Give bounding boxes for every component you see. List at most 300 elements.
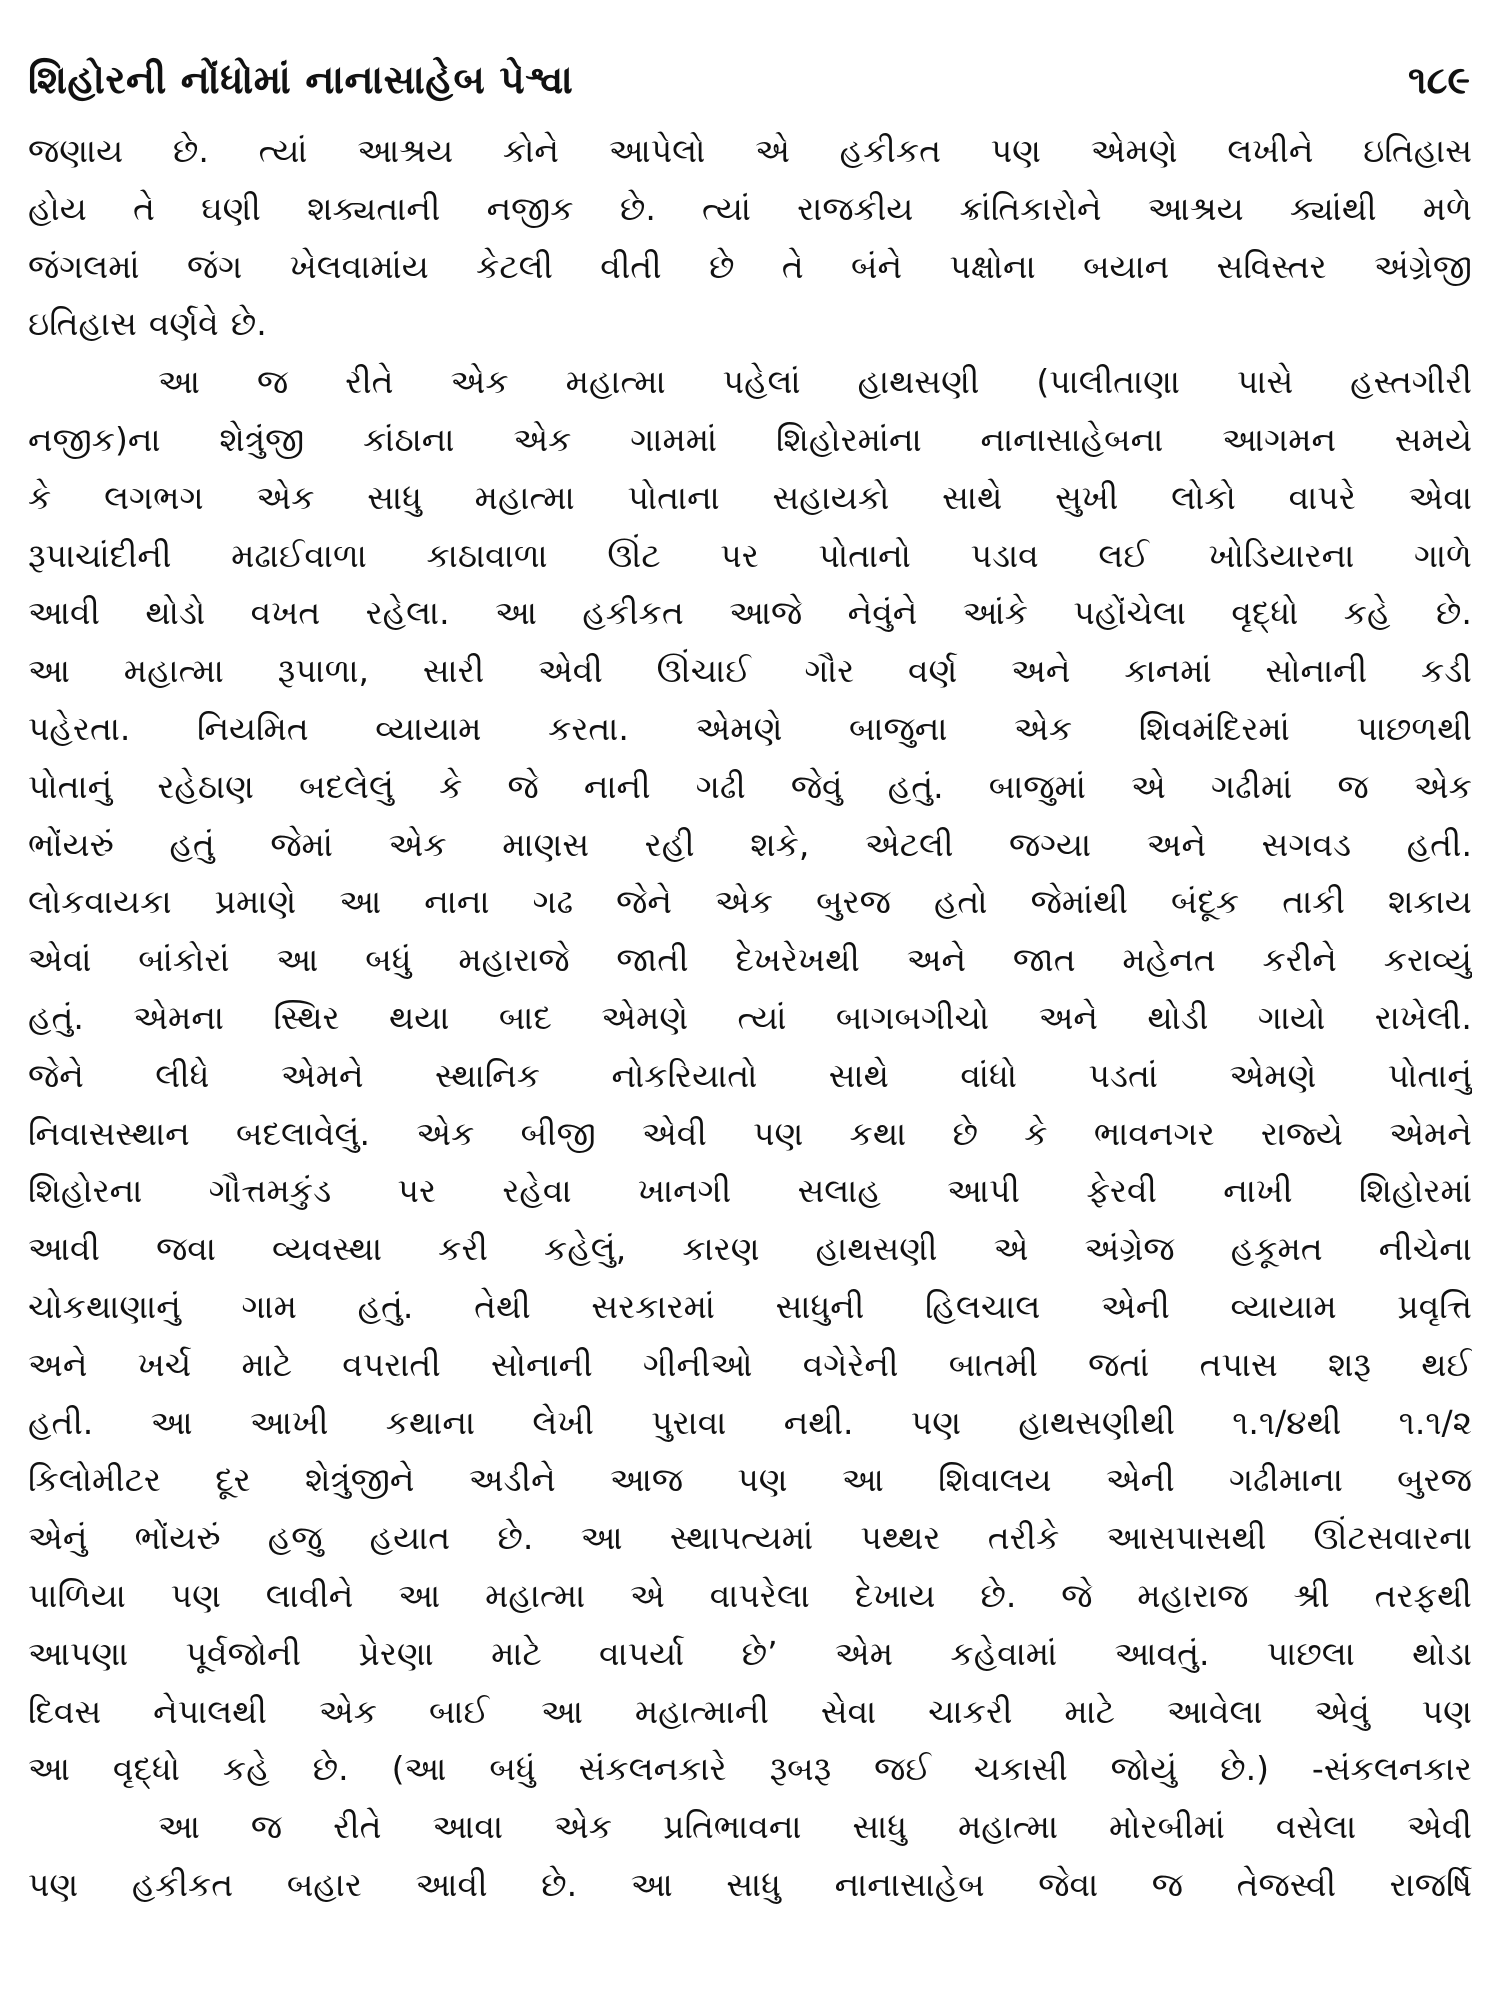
word: શિવાલય (938, 1460, 1052, 1500)
word: અને (1038, 997, 1098, 1037)
word: બાંકોરાં (138, 940, 230, 980)
word: શિહોરમાં (1358, 1171, 1472, 1211)
word: ઊંટ (607, 535, 661, 575)
word: નિવાસસ્થાન (28, 1113, 190, 1153)
word: જેને (28, 1055, 84, 1095)
text-line (28, 295, 1472, 353)
word: લોકવાયકા (28, 882, 172, 922)
word: હકીકત (582, 593, 684, 633)
word: આવી (28, 1229, 100, 1269)
word: આવી (415, 1864, 488, 1904)
word: ઊંટસવારના (1313, 1518, 1472, 1558)
word: નથી. (783, 1402, 854, 1442)
word: માટે (241, 1344, 293, 1384)
word: નાનાસાહેબ (834, 1864, 985, 1904)
word: જેમાંથી (1030, 882, 1128, 922)
text-line (28, 1394, 1472, 1452)
word: એમને (280, 1055, 364, 1095)
word: તપાસ (1199, 1344, 1278, 1384)
word: જ (1337, 766, 1369, 806)
word: પ્રતિભાવના (663, 1807, 802, 1847)
word: કોને (502, 131, 559, 170)
word: પણ (28, 1864, 79, 1904)
word: દેખાય (854, 1575, 936, 1615)
word: જાતી (616, 940, 689, 980)
word: જેને (616, 882, 672, 922)
word: એવી (1407, 1807, 1472, 1847)
word: પાળિયા (28, 1575, 126, 1615)
word: આવી (28, 593, 100, 633)
word: હિલચાલ (924, 1286, 1041, 1326)
text-line (28, 1740, 1472, 1798)
word: પ્રવૃત્તિ (1397, 1286, 1472, 1326)
word: (આ (391, 1749, 447, 1789)
word: એવાં (28, 940, 92, 980)
word: કે (1024, 1113, 1048, 1153)
word: વખત (250, 593, 321, 633)
word: અંગ્રેજી (1373, 246, 1472, 286)
word: એમણે (1090, 131, 1178, 170)
word: આ (28, 1749, 70, 1789)
word: નજીક)ના (28, 419, 161, 459)
word: એક (553, 1807, 613, 1847)
word: આ (276, 940, 319, 980)
word: પર (720, 535, 759, 575)
word: આસપાસથી (1106, 1518, 1267, 1558)
word: જણાય (28, 131, 124, 170)
word: કરી (438, 1229, 488, 1269)
word: રાજર્ષિ (1389, 1864, 1472, 1904)
text-line (28, 873, 1472, 931)
word: આ (494, 593, 537, 633)
word: હસ્તગીરી (1350, 362, 1472, 402)
word: શેત્રુંજી (219, 419, 305, 459)
word: સ્થાપત્યમાં (669, 1518, 814, 1558)
word: છે.) (1220, 1749, 1269, 1789)
word: કાઠાવાળા (426, 535, 548, 575)
word: કેટલી (476, 246, 553, 286)
word: લાવીને (265, 1575, 354, 1615)
word: બધું (489, 1749, 536, 1789)
word: શિહોરમાંના (775, 419, 922, 459)
word: છે. (980, 1575, 1017, 1615)
word: ૧.૧/૨ (1398, 1402, 1472, 1442)
word: સગવડ (1261, 824, 1352, 864)
word: વ્યાયામ (375, 708, 482, 748)
word: નેવુંને (847, 593, 918, 633)
word: બાજુના (848, 708, 948, 748)
word: બાદ (498, 997, 552, 1037)
word: એવી (641, 1113, 707, 1153)
word: રહેઠાણ (157, 766, 254, 806)
word: કહે (1343, 593, 1391, 633)
word: ખર્ચ (137, 1344, 192, 1384)
text-line (28, 1278, 1472, 1336)
word: દિવસ (28, 1691, 102, 1731)
word: બુરજ (1397, 1460, 1472, 1500)
word: સંકલનકારે (578, 1749, 727, 1789)
word: આ (630, 1864, 673, 1904)
word: મહાત્મા (474, 477, 575, 517)
word: કહે (222, 1749, 270, 1789)
text-line (28, 122, 1472, 180)
word: ક્યાંથી (1289, 188, 1377, 228)
word: સાધુ (852, 1807, 908, 1847)
word: શક્યતાની (307, 188, 441, 228)
word: માણસ (502, 824, 590, 864)
text-line (28, 1336, 1472, 1394)
word: તે (132, 188, 155, 228)
word: ગઢ (532, 882, 574, 922)
word: સોનાની (1265, 651, 1368, 691)
word: ખોડિયારના (1208, 535, 1355, 575)
word: એની (1105, 1460, 1175, 1500)
word: શકે, (750, 824, 810, 864)
word: ત્યાં (702, 188, 751, 228)
word: સ્થાનિક (434, 1055, 541, 1095)
word: એમણે (695, 708, 783, 748)
word: પણ (990, 131, 1041, 170)
word: થોડા (1412, 1633, 1472, 1673)
word: થઈ (1421, 1344, 1472, 1384)
word: હોય (28, 188, 87, 228)
word: એક (450, 362, 509, 402)
word: સ્થિર (273, 997, 340, 1037)
word: સુખી (1055, 477, 1119, 517)
word: દેખરેખથી (735, 940, 860, 980)
word: વગેરેની (802, 1344, 899, 1384)
word: રીતે (345, 362, 394, 402)
word: જે (1061, 1575, 1093, 1615)
word: સાથે (828, 1055, 889, 1095)
word: આપેલો (608, 131, 706, 170)
word: (પાલીતાણા (1036, 362, 1180, 402)
word: ખેલવામાંય (289, 246, 429, 286)
text-line (28, 469, 1472, 527)
word: જંગલમાં (28, 246, 140, 286)
word: પણ (753, 1113, 804, 1153)
word: વીતી (600, 246, 662, 286)
word: રાજકીય (797, 188, 914, 228)
word: બહાર (286, 1864, 362, 1904)
word: વૃદ્ધો (112, 1749, 180, 1789)
page-header (28, 58, 1472, 116)
word: છે (708, 246, 735, 286)
word: આશ્રય (1147, 188, 1244, 228)
word: આજે (729, 593, 803, 633)
text-line (28, 1683, 1472, 1741)
word: વર્ણવે (148, 304, 219, 344)
word: પક્ષોના (949, 246, 1036, 286)
word: હતું. (28, 997, 84, 1037)
word: જ (250, 1807, 283, 1847)
word: લેખી (532, 1402, 594, 1442)
word: બદલાવેલું. (236, 1113, 370, 1153)
word: પહોંચેલા (1073, 593, 1186, 633)
word: છે. (1435, 593, 1472, 633)
word: તે (781, 246, 804, 286)
word: રૂબરૂ (769, 1749, 832, 1789)
word: એક (388, 824, 447, 864)
word: તરફથી (1374, 1575, 1472, 1615)
word: અને (1011, 651, 1071, 691)
word: તેજસ્વી (1236, 1864, 1337, 1904)
text-line (28, 1625, 1472, 1683)
word: સોનાની (490, 1344, 593, 1384)
word: છે. (312, 1749, 349, 1789)
word: એ (993, 1229, 1029, 1269)
word: જતાં (1088, 1344, 1150, 1384)
word: કથા (849, 1113, 907, 1153)
chapter-title: શિહોરની નોંધોમાં નાનાસાહેબ પેશ્વા (28, 58, 574, 103)
word: અડીને (468, 1460, 556, 1500)
word: શિહોરના (28, 1171, 143, 1211)
word: પડતાં (1088, 1055, 1158, 1095)
word: ચકાસી (973, 1749, 1068, 1789)
word: નજીક (486, 188, 574, 228)
word: હાથસણી (857, 362, 980, 402)
word: પોતાનું (1387, 1055, 1472, 1095)
word: આપી (947, 1171, 1020, 1211)
word: જેવા (1038, 1864, 1099, 1904)
word: કહેલું, (544, 1229, 627, 1269)
word: મહાત્મા (958, 1807, 1059, 1847)
word: સવિસ્તર (1216, 246, 1327, 286)
word: કરીને (1262, 940, 1337, 980)
word: હજુ (267, 1518, 323, 1558)
word: કહેવામાં (950, 1633, 1058, 1673)
word: સાધુની (775, 1286, 865, 1326)
word: હતું. (887, 766, 944, 806)
word: નીચેના (1378, 1229, 1472, 1269)
word: તેથી (474, 1286, 531, 1326)
word: પણ (910, 1402, 962, 1442)
text-line (28, 411, 1472, 469)
word: કાંઠાના (363, 419, 455, 459)
word: બાતમી (948, 1344, 1038, 1384)
word: હતી. (1406, 824, 1472, 864)
word: આંકે (962, 593, 1029, 633)
word: મહાત્મા (485, 1575, 586, 1615)
word: શકાય (1387, 882, 1472, 922)
word: રૂપાચાંદીની (28, 535, 172, 575)
word: સાધુ (367, 477, 422, 517)
text-line (28, 1856, 1472, 1914)
word: એમણે (601, 997, 689, 1037)
word: એ (630, 1575, 665, 1615)
text-line (28, 816, 1472, 874)
word: બયાન (1083, 246, 1170, 286)
word: નિયમિત (196, 708, 309, 748)
word: ગઢી (695, 766, 746, 806)
word: જે (507, 766, 539, 806)
word: આવેલા (1166, 1691, 1263, 1731)
text-line (28, 1509, 1472, 1567)
word: જ (1151, 1864, 1183, 1904)
word: હતું (169, 824, 215, 864)
word: હકીકત (839, 131, 942, 170)
word: હકૂમત (1230, 1229, 1323, 1269)
word: બંને (851, 246, 903, 286)
word: એટલી (864, 824, 954, 864)
word: આ (580, 1518, 623, 1558)
word: થોડો (145, 593, 206, 633)
word: નોકરિયાતો (611, 1055, 758, 1095)
word: આ (540, 1691, 583, 1731)
word: છે’ (741, 1633, 778, 1673)
word: ક્રાંતિકારોને (959, 188, 1102, 228)
word: બુરજ (816, 882, 891, 922)
word: પથ્થર (860, 1518, 941, 1558)
word: માટે (1064, 1691, 1115, 1731)
text-line (28, 989, 1472, 1047)
word: મહારાજ (1137, 1575, 1249, 1615)
word: -સંકલનકાર (1311, 1749, 1472, 1789)
word: એ (755, 131, 790, 170)
word: તાકી (1282, 882, 1345, 922)
word: પુરાવા (651, 1402, 727, 1442)
word: ૧.૧/૪થી (1232, 1402, 1342, 1442)
word: આવા (432, 1807, 504, 1847)
word: આજ (609, 1460, 684, 1500)
page-number: ૧૮૯ (1407, 58, 1470, 102)
word: નાનાસાહેબના (980, 419, 1164, 459)
word: આગમન (1222, 419, 1337, 459)
word: ગઢીમાના (1228, 1460, 1343, 1500)
text-line (28, 642, 1472, 700)
word: હતો (933, 882, 988, 922)
word: રહેવા (502, 1171, 572, 1211)
word: કે (439, 766, 463, 806)
word: કરાવ્યું (1383, 940, 1472, 980)
word: બંદૂક (1170, 882, 1240, 922)
word: સાથે (942, 477, 1003, 517)
word: સમયે (1394, 419, 1472, 459)
word: એક (1413, 766, 1472, 806)
word: શરૂ (1327, 1344, 1371, 1384)
word: મહાત્મા (565, 362, 666, 402)
word: દૂર (215, 1460, 251, 1500)
word: નાખી (1223, 1171, 1293, 1211)
word: રૂપાળા, (277, 651, 370, 691)
word: ગાળે (1413, 535, 1472, 575)
word: મહેનત (1122, 940, 1216, 980)
word: શેત્રુંજીને (304, 1460, 415, 1500)
word: કાનમાં (1124, 651, 1212, 691)
word: જંગ (186, 246, 243, 286)
word: હતી. (28, 1402, 94, 1442)
word: માટે (491, 1633, 542, 1673)
text-line (28, 353, 1472, 411)
word: પહેલાં (722, 362, 801, 402)
word: વપરાતી (342, 1344, 441, 1384)
word: મોરબીમાં (1108, 1807, 1225, 1847)
word: છે. (230, 304, 267, 344)
text-line (28, 1798, 1472, 1856)
word: એવા (1408, 477, 1472, 517)
word: પાસે (1236, 362, 1294, 402)
word: અને (28, 1344, 88, 1384)
word: જેવું (790, 766, 843, 806)
word: આશ્રય (357, 131, 454, 170)
word: જગ્યા (1008, 824, 1092, 864)
word: ત્યાં (258, 131, 308, 170)
word: છે (952, 1113, 979, 1153)
word: આખી (249, 1402, 329, 1442)
text-line (28, 758, 1472, 816)
word: કે (28, 477, 52, 517)
word: એમને (1389, 1113, 1472, 1153)
text-line (28, 1451, 1472, 1509)
word: છે. (619, 188, 656, 228)
word: થયા (388, 997, 450, 1037)
word: ગઢીમાં (1211, 766, 1293, 806)
word: જેમાં (270, 824, 333, 864)
text-line (28, 1220, 1472, 1278)
word: પોતાનું (28, 766, 113, 806)
word: જાત (1012, 940, 1076, 980)
text-line (28, 931, 1472, 989)
word: આ (339, 882, 382, 922)
word: હયાત (369, 1518, 451, 1558)
word: આ (158, 1807, 200, 1847)
text-line (28, 700, 1472, 758)
word: રાખેલી. (1374, 997, 1472, 1037)
word: આ (398, 1575, 441, 1615)
word: ઇતિહાસ (28, 304, 137, 344)
word: ચાકરી (928, 1691, 1013, 1731)
word: થોડી (1147, 997, 1209, 1037)
text-line (28, 1047, 1472, 1105)
word: એક (714, 882, 774, 922)
word: કથાના (385, 1402, 476, 1442)
word: કિલોમીટર (28, 1460, 161, 1500)
word: વાંધો (960, 1055, 1018, 1095)
word: વાપરેલા (709, 1575, 810, 1615)
word: નેપાલથી (153, 1691, 267, 1731)
text-line (28, 1162, 1472, 1220)
word: હકીકત (131, 1864, 234, 1904)
word: નાની (583, 766, 651, 806)
word: તરીકે (987, 1518, 1060, 1558)
word: વાપરે (1288, 477, 1356, 517)
word: પણ (737, 1460, 788, 1500)
word: રહેલા. (365, 593, 450, 633)
text-line (28, 584, 1472, 642)
body-text (28, 122, 1472, 1914)
word: ભોંયરું (134, 1518, 221, 1558)
word: એવી (537, 651, 603, 691)
word: નાના (424, 882, 490, 922)
word: છે. (172, 131, 209, 170)
text-line (28, 1105, 1472, 1163)
word: પડાવ (970, 535, 1039, 575)
word: આ (841, 1460, 884, 1500)
word: છે. (541, 1864, 578, 1904)
text-line (28, 527, 1472, 585)
word: ફેરવી (1086, 1171, 1157, 1211)
word: ગામમાં (630, 419, 718, 459)
word: આ (158, 362, 200, 402)
word: લખીને (1227, 131, 1314, 170)
word: સારી (422, 651, 485, 691)
word: બધું (365, 940, 412, 980)
word: હાથસણી (815, 1229, 938, 1269)
word: ઇતિહાસ (1363, 131, 1472, 170)
word: બદલેલું (299, 766, 394, 806)
word: સેવા (820, 1691, 877, 1731)
word: લોકો (1171, 477, 1236, 517)
